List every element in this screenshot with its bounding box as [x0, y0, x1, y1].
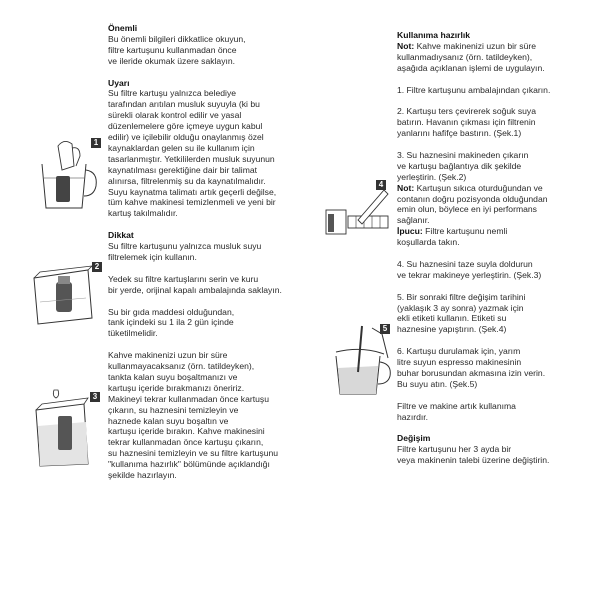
tip-line	[397, 226, 575, 237]
text-line: kartuşu içeride bırakmanızı öneririz.	[108, 382, 245, 393]
jug-with-cartridge-figure	[36, 136, 106, 212]
left-column	[108, 23, 308, 481]
step-5-line: ekli etiketi kullanın. Etiketi su	[397, 313, 507, 324]
text-line: edilir) ve içilebilir olduğu onaylanmış özel	[108, 132, 264, 143]
text-line: haznede kalan suyu boşaltın ve	[108, 415, 229, 426]
text-line: tank içindeki su 1 ila 2 gün içinde	[108, 317, 234, 328]
text-line: şekilde hazırlayın.	[108, 470, 177, 481]
text-line: "kullanıma hazırlık" bölümünde açıklandığı	[108, 459, 270, 470]
figure-number-badge: 1	[91, 138, 101, 148]
text-line: tankta kalan suyu boşaltmanızı ve	[108, 371, 238, 382]
text-line: kaynaklardan gelen su ile kullanım için	[108, 142, 255, 153]
section-heading-onemli: Önemli	[108, 23, 138, 33]
water-tank-with-cartridge-figure	[30, 262, 104, 332]
text-line: emin olun, böylece en iyi performans	[397, 204, 537, 215]
step-4-line: ve tekrar makineye yerleştirin. (Şek.3)	[397, 269, 542, 280]
section-heading-degisim: Değişim	[397, 433, 431, 444]
tip-text: Filtre kartuşunu nemli	[422, 226, 508, 237]
step-2-line: yanlarını hafifçe bastırın. (Şek.1)	[397, 128, 522, 139]
text-line: koşullarda takın.	[397, 237, 460, 248]
text-line: Suyu kaynatma talimatı artık geçerli değilse,	[108, 186, 277, 197]
text-line: Su filtre kartuşu yalnızca belediye	[108, 88, 237, 99]
section-heading-dikkat: Dikkat	[108, 230, 134, 241]
step-5-line: 5. Bir sonraki filtre değişim tarihini	[397, 291, 526, 302]
text-line: tasarlanmıştır. Yetkililerden musluk suyunun	[108, 153, 275, 164]
right-column	[397, 30, 575, 466]
step-3-line: ve kartuşu bağlantıya dik şekilde	[397, 160, 522, 171]
text-line: kartuşu içeride bırakın. Kahve makinesini	[108, 426, 265, 437]
text-line: kullanmayacaksanız (örn. tatildeyken),	[108, 361, 255, 372]
text-line: ve ileride okumak üzere saklayın.	[108, 55, 236, 66]
figure-number-badge: 2	[92, 262, 102, 272]
text-line: aşağıda açıklanan işlemi de uygulayın.	[397, 62, 545, 73]
text-line: Kahve makinenizi uzun bir süre	[108, 350, 228, 361]
text-line: kaynatılması gerektiğine dair bir talimat	[108, 164, 258, 175]
text-line: düzenlemelere göre içmeye uygun kabul	[108, 121, 263, 132]
figure-number-badge: 5	[380, 324, 390, 334]
text-line: tüm kahve makinesi temizlenmeli ve yeni bir	[108, 197, 276, 208]
step-6-line: 6. Kartuşu durulamak için, yarım	[397, 346, 521, 357]
step-5-line: (yaklaşık 3 ay sonra) yazmak için	[397, 302, 524, 313]
step-4-line: 4. Su haznesini taze suyla doldurun	[397, 258, 533, 269]
text-line: Yedek su filtre kartuşlarını serin ve kuru	[108, 273, 259, 284]
text-line: filtrelemek için kullanın.	[108, 252, 197, 262]
tip-label: İpucu:	[397, 226, 423, 237]
text-line: alınırsa, filtrelenmiş su da kaynatılmalıdır.	[108, 175, 266, 186]
text-line: su haznesini temizleyin ve su filtre kartuşunu	[108, 448, 279, 459]
text-line: veya makinenin talebi üzerine değiştirin.	[397, 455, 550, 466]
figure-number-badge: 4	[376, 180, 386, 190]
text-line: kartuş takılmalıdır.	[108, 208, 178, 219]
steam-wand-illustration	[322, 322, 396, 402]
text-line: Makineyi tekrar kullanmadan önce kartuşu	[108, 393, 269, 404]
step-1: 1. Filtre kartuşunu ambalajından çıkarın.	[397, 84, 551, 95]
text-line: çıkarın, su haznesini temizleyin ve	[108, 404, 239, 415]
step-5-line: haznesine yapıştırın. (Şek.4)	[397, 324, 507, 335]
text-line: contanın doğru pozisyonda olduğundan	[397, 193, 548, 204]
text-line: filtre kartuşunu kullanmadan önce	[108, 44, 237, 55]
text-line: Filtre kartuşunu her 3 ayda bir	[397, 444, 512, 455]
step-6-line: litre suyun espresso makinesinin	[397, 357, 522, 368]
text-line: Filtre ve makine artık kullanıma	[397, 400, 516, 411]
section-heading-uyari: Uyarı	[108, 77, 130, 88]
step-3-line: 3. Su haznesini makineden çıkarın	[397, 149, 529, 160]
note-label: Not:	[397, 182, 415, 193]
text-line: tüketilmelidir.	[108, 328, 158, 339]
text-line: sürekli olarak kontrol edilir ve yasal	[108, 110, 242, 121]
text-line: hazırdır.	[397, 411, 429, 422]
step-6-line: Bu suyu atın. (Şek.5)	[397, 378, 478, 389]
steam-wand-rinse-figure	[322, 322, 396, 402]
note-line	[397, 41, 575, 52]
section-heading-kullanima-hazirlik: Kullanıma hazırlık	[397, 30, 471, 40]
text-line: sağlanır.	[397, 215, 430, 226]
note-label: Not:	[397, 40, 415, 51]
text-line: Su filtre kartuşunu yalnızca musluk suyu	[108, 241, 262, 252]
note-text: Kahve makinenizi uzun bir süre	[414, 40, 536, 51]
text-line: Bu önemli bilgileri dikkatlice okuyun,	[108, 33, 246, 44]
text-line: Su bir gıda maddesi olduğundan,	[108, 306, 235, 317]
step-2-line: batırın. Havanın çıkması için filtrenin	[397, 117, 536, 128]
note-line	[397, 183, 575, 194]
note-text: Kartuşun sıkıca oturduğundan ve	[414, 182, 543, 193]
step-6-line: buhar borusundan akmasına izin verin.	[397, 368, 546, 378]
step-2-line: 2. Kartuşu ters çevirerek soğuk suya	[397, 106, 536, 117]
text-line: kullanmadıysanız (örn. tatildeyken),	[397, 51, 533, 62]
figure-number-badge: 3	[90, 392, 100, 402]
text-line: tekrar kullanmadan önce kartuşu çıkarın,	[108, 437, 264, 448]
text-line: tarafından arıtılan musluk suyuyla (ki bu	[108, 99, 260, 110]
filled-water-tank-figure	[28, 386, 106, 468]
text-line: bir yerde, orijinal kapalı ambalajında saklayın.	[108, 284, 282, 295]
tank-illustration	[30, 262, 104, 332]
step-3-line: yerleştirin. (Şek.2)	[397, 171, 467, 182]
date-label-and-pen-figure	[318, 180, 396, 240]
